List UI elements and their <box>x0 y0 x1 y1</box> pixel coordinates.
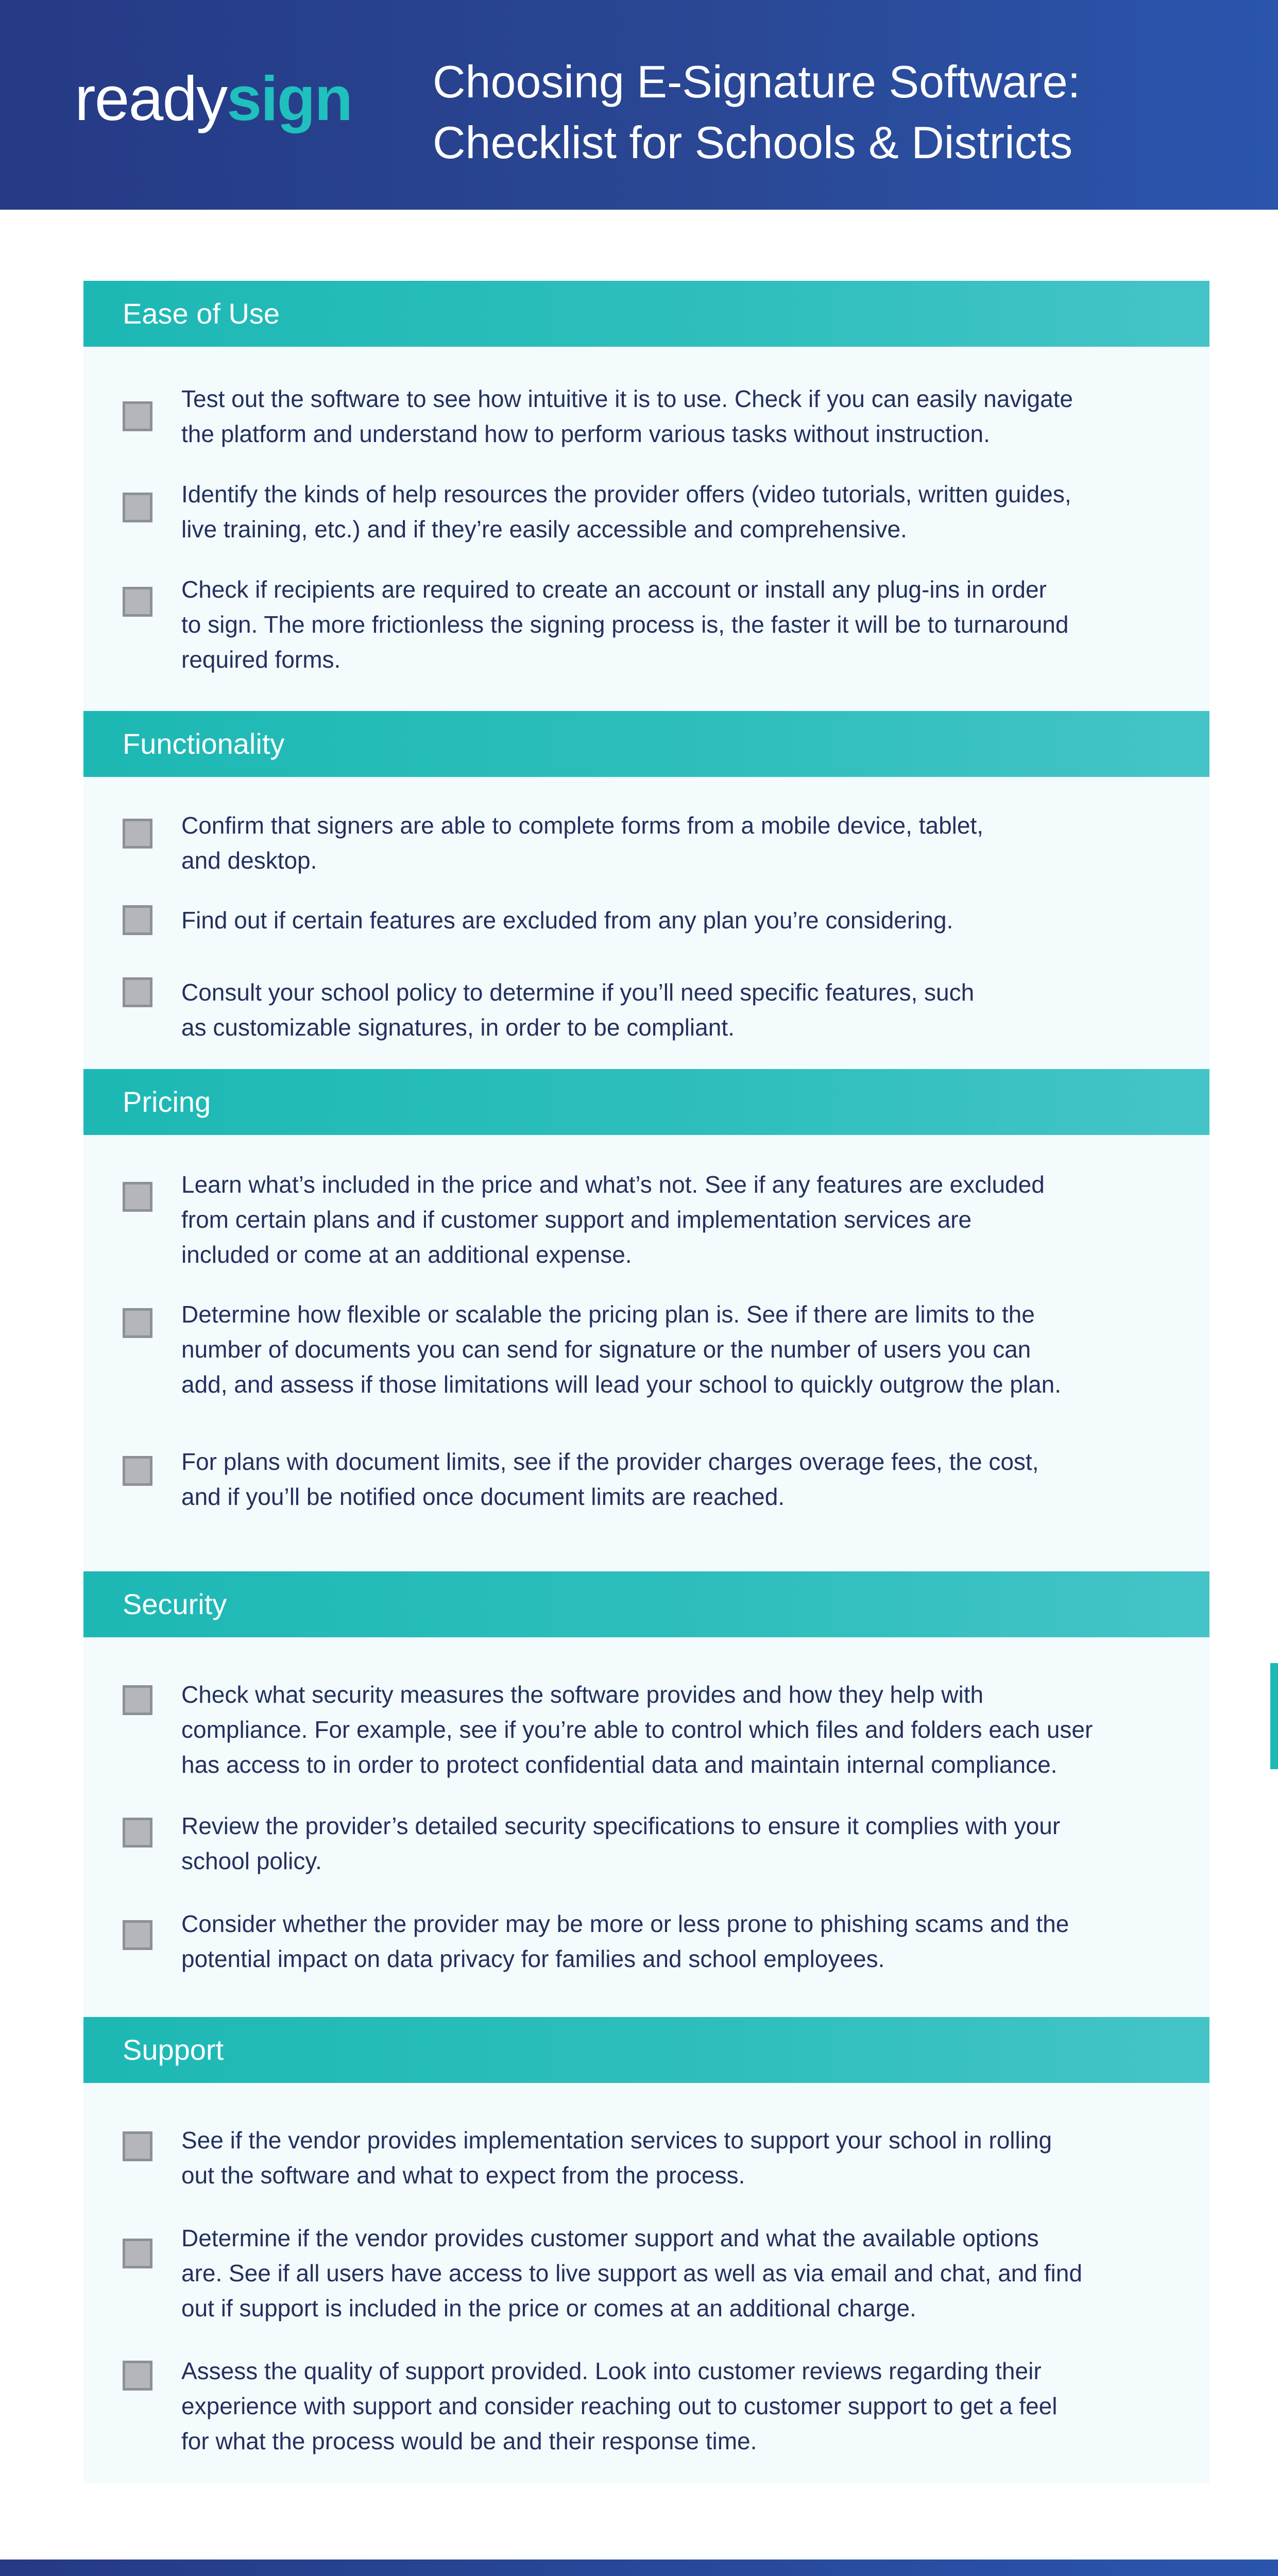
checkbox[interactable] <box>123 401 152 431</box>
text-line: school policy. <box>181 1848 322 1874</box>
checkbox[interactable] <box>123 1920 152 1950</box>
section-header: Pricing <box>83 1069 1209 1135</box>
footer <box>0 2560 1278 2576</box>
text-line: Determine how flexible or scalable the pricing plan is. See if there are limits to the <box>181 1301 1035 1328</box>
checklist-item-text <box>181 903 1160 938</box>
section-header: Support <box>83 2017 1209 2083</box>
text-line: For plans with document limits, see if the provider charges overage fees, the cost, <box>181 1448 1039 1475</box>
checklist-item-text <box>181 1677 1160 1782</box>
checkbox[interactable] <box>123 587 152 617</box>
section-pricing <box>83 1069 1209 1571</box>
logo-part-sign: sign <box>227 63 352 133</box>
checklist-item-text <box>181 2123 1160 2193</box>
text-line: Test out the software to see how intuitive it is to use. Check if you can easily navigate <box>181 385 1073 412</box>
text-line: Learn what’s included in the price and what’s not. See if any features are excluded <box>181 1171 1045 1198</box>
header <box>0 0 1278 210</box>
text-line: Review the provider’s detailed security specifications to ensure it complies with your <box>181 1812 1061 1839</box>
checkbox[interactable] <box>123 1456 152 1486</box>
checklist-item-text <box>181 2221 1160 2326</box>
section-functionality <box>83 711 1209 1069</box>
text-line: required forms. <box>181 646 341 673</box>
text-line: out the software and what to expect from the process. <box>181 2162 745 2189</box>
checkbox[interactable] <box>123 493 152 522</box>
text-line: Assess the quality of support provided. Look into customer reviews regarding their <box>181 2358 1042 2384</box>
text-line: to sign. The more frictionless the signing process is, the faster it will be to turnaround <box>181 611 1069 638</box>
text-line: out if support is included in the price or comes at an additional charge. <box>181 2295 916 2321</box>
section-header: Security <box>83 1571 1209 1637</box>
checklist-item-text <box>181 1808 1160 1878</box>
section-support <box>83 2017 1209 2483</box>
text-line: experience with support and consider reaching out to customer support to get a feel <box>181 2393 1058 2419</box>
text-line: for what the process would be and their response time. <box>181 2428 757 2454</box>
checklist-item-text <box>181 975 1160 1045</box>
checkbox[interactable] <box>123 1182 152 1212</box>
text-line: live training, etc.) and if they’re easily accessible and comprehensive. <box>181 516 907 543</box>
section-security <box>83 1571 1209 2017</box>
checklist-item-text <box>181 808 1160 878</box>
text-line: and if you’ll be notified once document limits are reached. <box>181 1483 785 1510</box>
page-title-line-1: Choosing E-Signature Software: <box>433 56 1081 107</box>
text-line: Consult your school policy to determine if you’ll need specific features, such <box>181 979 975 1006</box>
contact-line <box>95 2560 809 2576</box>
text-line: Identify the kinds of help resources the provider offers (video tutorials, written guides, <box>181 481 1071 507</box>
text-line: Confirm that signers are able to complete forms from a mobile device, tablet, <box>181 812 984 839</box>
checkbox[interactable] <box>123 1818 152 1848</box>
page-title <box>433 52 1236 173</box>
checklist-item-text <box>181 572 1160 677</box>
text-line: as customizable signatures, in order to be compliant. <box>181 1014 735 1041</box>
text-line: Check what security measures the software provides and how they help with <box>181 1681 984 1708</box>
checklist-item-text <box>181 477 1160 547</box>
section-header: Ease of Use <box>83 281 1209 347</box>
text-line: from certain plans and if customer support and implementation services are <box>181 1206 972 1233</box>
text-line: number of documents you can send for signature or the number of users you can <box>181 1336 1031 1363</box>
text-line: compliance. For example, see if you’re able to control which files and folders each user <box>181 1716 1093 1743</box>
checkbox[interactable] <box>123 1308 152 1338</box>
checklist-item-text <box>181 1906 1160 1976</box>
text-line: included or come at an additional expense. <box>181 1241 632 1268</box>
readysign-logo[interactable] <box>75 63 352 133</box>
checkbox[interactable] <box>123 2131 152 2161</box>
checkbox[interactable] <box>123 2239 152 2268</box>
checklist-item-text <box>181 381 1160 451</box>
text-line: add, and assess if those limitations will lead your school to quickly outgrow the plan. <box>181 1371 1062 1398</box>
side-tab[interactable] <box>1270 1663 1278 1769</box>
page-title-line-2: Checklist for Schools & Districts <box>433 117 1073 168</box>
text-line: has access to in order to protect confidential data and maintain internal compliance. <box>181 1751 1058 1778</box>
section-ease-of-use <box>83 281 1209 711</box>
text-line: potential impact on data privacy for families and school employees. <box>181 1945 885 1972</box>
checkbox[interactable] <box>123 905 152 935</box>
checklist-item-text <box>181 1297 1160 1402</box>
text-line: Check if recipients are required to create an account or install any plug-ins in order <box>181 576 1047 603</box>
text-line: Determine if the vendor provides customer support and what the available options <box>181 2225 1039 2251</box>
checkbox[interactable] <box>123 2361 152 2391</box>
checklist-item-text <box>181 1444 1160 1514</box>
logo-part-ready: ready <box>75 63 227 133</box>
checkbox[interactable] <box>123 819 152 849</box>
text-line: See if the vendor provides implementation services to support your school in rolling <box>181 2127 1052 2154</box>
section-header: Functionality <box>83 711 1209 777</box>
checkbox[interactable] <box>123 1685 152 1715</box>
checkbox[interactable] <box>123 977 152 1007</box>
checklist-item-text <box>181 1167 1160 1272</box>
text-line: and desktop. <box>181 847 317 874</box>
text-line: are. See if all users have access to live support as well as via email and chat, and find <box>181 2260 1082 2286</box>
text-line: Find out if certain features are excluded from any plan you’re considering. <box>181 907 953 934</box>
text-line: Consider whether the provider may be more or less prone to phishing scams and the <box>181 1910 1069 1937</box>
checklist-item-text <box>181 2353 1160 2459</box>
text-line: the platform and understand how to perform various tasks without instruction. <box>181 420 990 447</box>
